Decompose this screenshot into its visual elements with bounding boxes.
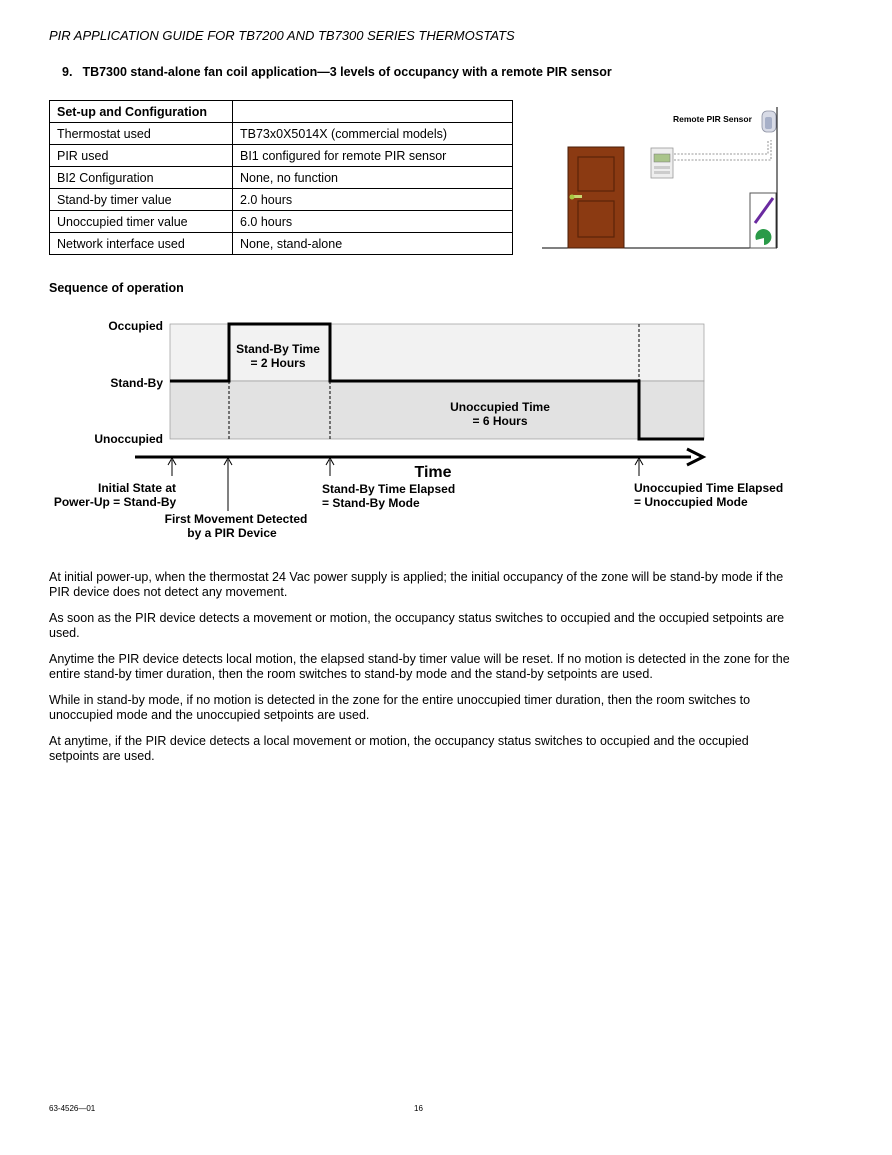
table-cell-value: TB73x0X5014X (commercial models) [233,123,513,145]
pir-sensor-icon [762,111,776,132]
event-arrow-icon [224,458,232,511]
table-cell-value: None, stand-alone [233,233,513,255]
table-row [50,123,513,145]
table-row [50,145,513,167]
table-header-row [50,101,513,123]
table-row [50,211,513,233]
event-unoccupied-elapsed-detail: = Unoccupied Mode [634,495,748,509]
sequence-description [49,570,799,775]
event-arrow-icon [635,458,643,476]
table-cell-label: Unoccupied timer value [50,211,233,233]
paragraph: At initial power-up, when the thermostat 24 Vac power supply is applied; the initial occupancy of the zone will be stand-by mode if the PIR device does not detect any movement. [49,570,784,599]
table-cell-value: None, no function [233,167,513,189]
table-cell-label: Thermostat used [50,123,233,145]
table-cell-label: Network interface used [50,233,233,255]
event-initial-label: Initial State at [97,481,177,495]
paragraph: While in stand-by mode, if no motion is detected in the zone for the entire unoccupied timer duration, then the room switches to unoccupied mode and the unoccupied setpoints are used. [49,693,751,722]
sensor-wire [674,140,768,154]
standby-time-label: Stand-By Time [236,342,320,356]
table-cell-label: BI2 Configuration [50,167,233,189]
section-title-text: TB7300 stand-alone fan coil application—3 levels of occupancy with a remote PIR sensor [82,65,612,79]
event-standby-elapsed-label: Stand-By Time Elapsed [322,482,456,496]
paragraph: Anytime the PIR device detects local motion, the elapsed stand-by timer value will be reset. If no motion is detected in the zone for the entire stand-by timer duration, then the room switches to stand-by mode and the stand-by setpoints are used. [49,652,790,681]
configuration-table [49,100,513,255]
table-row [50,233,513,255]
table-row [50,189,513,211]
footer-page-number: 16 [414,1104,423,1113]
event-unoccupied-elapsed-label: Unoccupied Time Elapsed [634,481,784,495]
event-first-movement-detail: by a PIR Device [187,526,277,540]
standby-time-value: = 2 Hours [250,356,306,370]
section-number: 9. [62,65,73,79]
remote-pir-sensor-label: Remote PIR Sensor [673,114,752,124]
table-cell-value: 6.0 hours [233,211,513,233]
occupancy-timing-diagram [45,312,805,547]
table-cell-value: 2.0 hours [233,189,513,211]
running-header: PIR APPLICATION GUIDE FOR TB7200 AND TB7300 SERIES THERMOSTATS [49,28,515,43]
level-label-unoccupied: Unoccupied [94,432,163,446]
sequence-heading: Sequence of operation [49,281,184,295]
standby-band [170,381,704,439]
table-header-cell: Set-up and Configuration [50,101,233,123]
event-arrow-icon [168,458,176,476]
room-illustration [540,100,785,252]
event-initial-detail: Power-Up = Stand-By [53,495,177,509]
footer-document-number: 63-4526—01 [49,1104,96,1113]
table-row [50,167,513,189]
paragraph: As soon as the PIR device detects a movement or motion, the occupancy status switches to occupied and the occupied setpoints are used. [49,611,785,640]
level-label-standby: Stand-By [110,376,163,390]
sensor-wire [674,140,771,160]
table-header-cell [233,101,513,123]
fan-coil-unit-icon [750,193,776,248]
section-title [62,65,612,79]
paragraph: At anytime, if the PIR device detects a local movement or motion, the occupancy status switches to occupied and the occupied setpoints are used. [49,734,749,763]
thermostat-icon [651,148,673,178]
event-arrow-icon [326,458,334,476]
event-standby-elapsed-detail: = Stand-By Mode [322,496,420,510]
time-axis-label: Time [414,464,452,481]
event-first-movement-label: First Movement Detected [164,512,308,526]
table-cell-value: BI1 configured for remote PIR sensor [233,145,513,167]
table-cell-label: Stand-by timer value [50,189,233,211]
unoccupied-time-label: Unoccupied Time [450,400,550,414]
unoccupied-time-value: = 6 Hours [472,414,528,428]
door-icon [568,147,624,248]
table-cell-label: PIR used [50,145,233,167]
level-label-occupied: Occupied [108,319,163,333]
